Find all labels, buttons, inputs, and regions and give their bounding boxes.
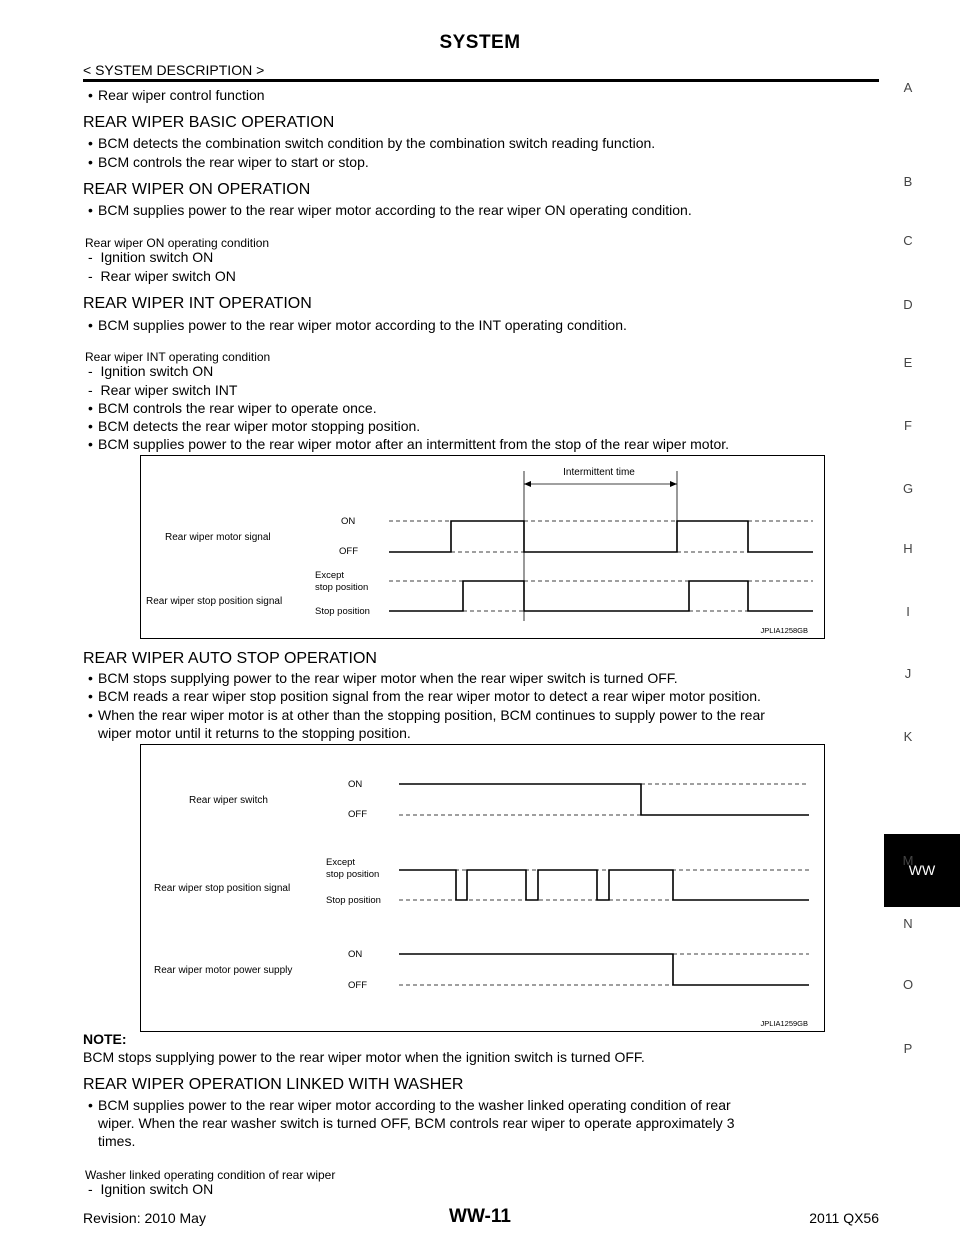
- condition-title: Rear wiper INT operating condition: [85, 350, 271, 364]
- motor-signal-waveform: [389, 521, 813, 552]
- bullet-continuation: wiper. When the rear washer switch is turned OFF, BCM controls rear wiper to operate approximately 3: [98, 1115, 735, 1131]
- bullet-item: • BCM stops supplying power to the rear wiper motor when the rear wiper switch is turned OFF.: [88, 670, 678, 687]
- power-waveform: [399, 954, 809, 985]
- side-index-a[interactable]: A: [903, 80, 913, 95]
- note-label: NOTE:: [83, 1031, 127, 1047]
- bullet-item: • BCM controls the rear wiper to start or stop.: [88, 154, 369, 171]
- bullet-continuation: wiper motor until it returns to the stopping position.: [98, 725, 411, 741]
- side-index-d[interactable]: D: [903, 297, 913, 312]
- figure-id: JPLIA1259GB: [760, 1019, 808, 1028]
- breadcrumb: < SYSTEM DESCRIPTION >: [83, 62, 265, 78]
- side-index-o[interactable]: O: [902, 977, 914, 992]
- stop-signal-waveform: [389, 581, 813, 611]
- side-index-k[interactable]: K: [903, 729, 913, 744]
- bullet-item: • BCM supplies power to the rear wiper motor after an intermittent from the stop of the rear wiper motor.: [88, 436, 729, 453]
- condition-item: - Ignition switch ON: [88, 249, 214, 265]
- level-label-on: ON: [348, 949, 363, 960]
- level-label-stop: Stop position: [315, 606, 370, 617]
- section-heading-auto-stop: REAR WIPER AUTO STOP OPERATION: [83, 650, 377, 667]
- side-index-c[interactable]: C: [903, 233, 913, 248]
- level-label-off: OFF: [348, 809, 367, 820]
- page-title: SYSTEM: [439, 32, 521, 53]
- level-label-stop: Stop position: [326, 895, 381, 906]
- level-label-on: ON: [341, 516, 356, 527]
- side-index-ww-active[interactable]: WW: [884, 834, 960, 907]
- condition-item: - Rear wiper switch INT: [88, 382, 238, 398]
- timing-diagram-auto-stop: [140, 744, 825, 1032]
- row-label-stop-position-signal: Rear wiper stop position signal: [154, 883, 291, 894]
- bullet-item: • BCM supplies power to the rear wiper motor according to the INT operating condition.: [88, 317, 627, 334]
- section-heading-int: REAR WIPER INT OPERATION: [83, 295, 312, 312]
- section-heading-washer: REAR WIPER OPERATION LINKED WITH WASHER: [83, 1076, 464, 1093]
- bullet-item: • BCM detects the rear wiper motor stopping position.: [88, 418, 420, 435]
- section-heading-on: REAR WIPER ON OPERATION: [83, 181, 311, 198]
- timing-diagram-auto-stop-svg: [141, 745, 824, 1031]
- bullet-item: • BCM supplies power to the rear wiper motor according to the washer linked operating condition of rear: [88, 1097, 731, 1114]
- side-index-m[interactable]: M: [902, 853, 914, 868]
- level-label-off: OFF: [339, 546, 358, 557]
- condition-item: - Ignition switch ON: [88, 363, 214, 379]
- footer-page-number: WW-11: [449, 1206, 511, 1227]
- side-index-f[interactable]: F: [904, 418, 912, 433]
- side-index-p[interactable]: P: [903, 1041, 913, 1056]
- side-index-e[interactable]: E: [903, 355, 913, 370]
- section-heading-basic: REAR WIPER BASIC OPERATION: [83, 114, 335, 131]
- level-label-on: ON: [348, 779, 363, 790]
- side-index-b[interactable]: B: [903, 174, 913, 189]
- figure-id: JPLIA1258GB: [760, 626, 808, 635]
- level-label-off: OFF: [348, 980, 367, 991]
- condition-item: - Rear wiper switch ON: [88, 268, 236, 284]
- level-label-stop-position: stop position: [315, 582, 369, 593]
- switch-waveform: [399, 784, 809, 815]
- timing-diagram-int-svg: [141, 456, 824, 638]
- side-index-h[interactable]: H: [903, 541, 913, 556]
- footer-revision: Revision: 2010 May: [83, 1210, 206, 1226]
- row-label-stop-position-signal: Rear wiper stop position signal: [146, 596, 283, 607]
- level-label-stop-position: stop position: [326, 869, 380, 880]
- level-label-except: Except: [315, 570, 345, 581]
- note-text: BCM stops supplying power to the rear wiper motor when the ignition switch is turned OFF.: [83, 1049, 645, 1065]
- row-label-motor-signal: Rear wiper motor signal: [165, 532, 271, 543]
- stop-signal-waveform: [399, 870, 809, 900]
- row-label-rear-wiper-switch: Rear wiper switch: [189, 795, 268, 806]
- bullet-item: • Rear wiper control function: [88, 87, 265, 104]
- side-index-g[interactable]: G: [902, 481, 914, 496]
- footer-model: 2011 QX56: [809, 1210, 879, 1226]
- bullet-continuation: times.: [98, 1133, 136, 1149]
- level-label-except: Except: [326, 857, 356, 868]
- bullet-item: • BCM controls the rear wiper to operate once.: [88, 400, 377, 417]
- side-index-n[interactable]: N: [903, 916, 913, 931]
- side-index-j[interactable]: J: [904, 666, 912, 681]
- side-index-i[interactable]: I: [906, 604, 910, 619]
- bullet-item: • BCM detects the combination switch condition by the combination switch reading function.: [88, 135, 655, 152]
- bullet-item: • When the rear wiper motor is at other than the stopping position, BCM continues to supply power to the rear: [88, 707, 765, 724]
- condition-title: Washer linked operating condition of rear wiper: [85, 1168, 336, 1182]
- condition-title: Rear wiper ON operating condition: [85, 236, 270, 250]
- condition-item: - Ignition switch ON: [88, 1181, 214, 1197]
- header-rule: [83, 79, 879, 82]
- row-label-motor-power-supply: Rear wiper motor power supply: [154, 965, 293, 976]
- timing-diagram-int: [140, 455, 825, 639]
- bullet-item: • BCM reads a rear wiper stop position signal from the rear wiper motor to detect a rear wiper motor position.: [88, 688, 761, 705]
- bullet-item: • BCM supplies power to the rear wiper motor according to the rear wiper ON operating condition.: [88, 202, 692, 219]
- interval-label: Intermittent time: [563, 467, 635, 478]
